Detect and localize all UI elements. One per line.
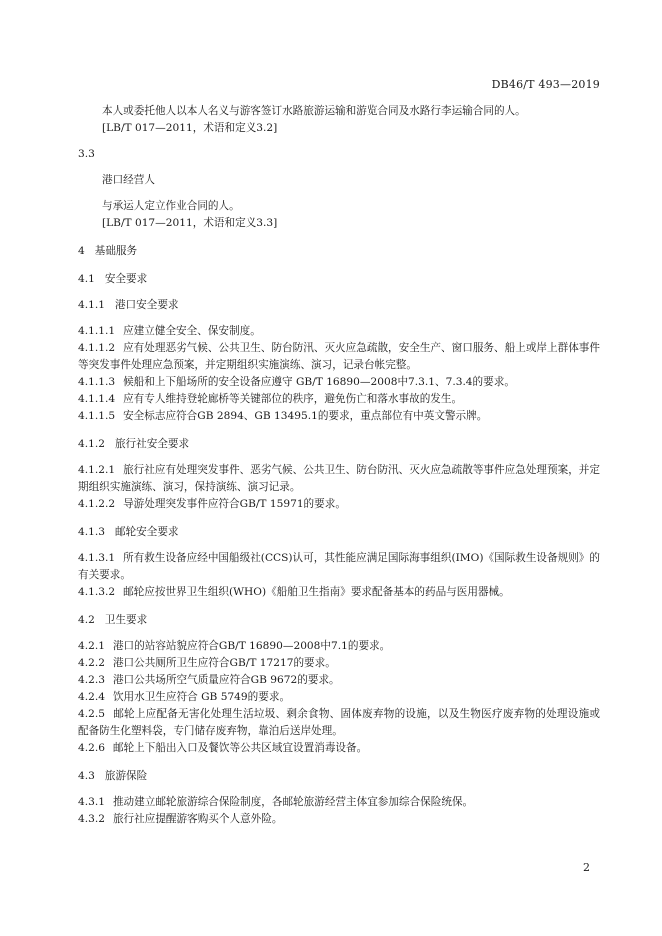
clause-number: 4.1.1.1 <box>78 325 116 337</box>
clause-number: 4.2.5 <box>78 708 105 720</box>
clause <box>78 672 600 689</box>
clause-number: 4.3.2 <box>78 813 105 825</box>
clause-number: 4.2.3 <box>78 674 105 686</box>
subsection-heading <box>78 436 600 453</box>
clause <box>78 706 600 740</box>
clause <box>78 462 600 496</box>
clause <box>78 638 600 655</box>
clause-text: 港口公共场所空气质量应符合GB 9672的要求。 <box>112 674 340 686</box>
clause-number: 4.3.1 <box>78 796 105 808</box>
clause-text: 邮轮上下船出入口及餐饮等公共区域宜设置消毒设备。 <box>112 742 368 754</box>
clause <box>78 689 600 706</box>
clause <box>78 323 600 340</box>
clause-number: 4.2.4 <box>78 691 105 703</box>
subsection-heading <box>78 297 600 314</box>
clause-number: 4.1.3.1 <box>78 552 116 564</box>
section-title: 安全要求 <box>104 273 148 285</box>
clause-text: 饮用水卫生应符合 GB 5749的要求。 <box>112 691 291 703</box>
section-number: 4.1 <box>78 273 95 285</box>
clause-text: 港口公共厕所卫生应符合GB/T 17217的要求。 <box>112 657 336 669</box>
clause-number: 4.1.1.4 <box>78 393 116 405</box>
definition-text: 本人或委托他人以本人名义与游客签订水路旅游运输和游览合同及水路行李运输合同的人。 <box>102 105 526 117</box>
clause <box>78 740 600 757</box>
clause-text: 旅行社应提醒游客购买个人意外险。 <box>112 813 283 825</box>
section-title: 港口安全要求 <box>114 299 179 311</box>
clause-text: 邮轮上应配备无害化处理生活垃圾、剩余食物、固体废弃物的设施，以及生物医疗废弃物的处理设施或配备防生化塑料袋，专门储存废弃物，靠泊后送岸处理。 <box>78 708 600 737</box>
clause-number: 4.1.2.1 <box>78 464 116 476</box>
section-title: 邮轮安全要求 <box>114 526 179 538</box>
subsection-heading <box>78 768 600 785</box>
clause <box>78 374 600 391</box>
clause <box>78 811 600 828</box>
subsection-heading <box>78 271 600 288</box>
clause-text: 应有专人维持登轮廊桥等关键部位的秩序，避免伤亡和落水事故的发生。 <box>123 393 463 405</box>
clause <box>78 655 600 672</box>
document-code: DB46/T 493—2019 <box>491 78 600 91</box>
clause-text: 应建立健全安全、保安制度。 <box>123 325 261 337</box>
clause-number: 4.2.2 <box>78 657 105 669</box>
section-title: 卫生要求 <box>104 614 148 626</box>
clause-text: 旅行社应有处理突发事件、恶劣气候、公共卫生、防台防汛、灭火应急疏散等事件应急处理预案，并定期组织实施演练、演习，保持演练、演习记录。 <box>78 464 600 493</box>
clause <box>78 584 600 601</box>
clause <box>78 408 600 425</box>
clause <box>78 550 600 584</box>
clause-number: 4.1.1.3 <box>78 376 116 388</box>
section-number: 4.1.1 <box>78 299 105 311</box>
clause <box>78 391 600 408</box>
definition-source: [LB/T 017—2011，术语和定义3.3] <box>102 217 278 229</box>
clause-number: 4.1.1.2 <box>78 342 116 354</box>
subsection-heading <box>78 524 600 541</box>
clause-number: 4.2.1 <box>78 640 105 652</box>
section-number: 4 <box>78 245 85 257</box>
definition-source: [LB/T 017—2011，术语和定义3.2] <box>102 122 278 134</box>
section-number: 4.1.2 <box>78 438 105 450</box>
clause-text: 导游处理突发事件应符合GB/T 15971的要求。 <box>123 498 346 510</box>
page-number: 2 <box>583 861 590 874</box>
page-content <box>78 103 600 828</box>
definition-text: 与承运人定立作业合同的人。 <box>102 200 240 212</box>
subsection-heading <box>78 612 600 629</box>
clause-number: 4.1.1.5 <box>78 410 116 422</box>
clause <box>78 340 600 374</box>
section-title: 旅游保险 <box>104 770 148 782</box>
clause-text: 推动建立邮轮旅游综合保险制度，各邮轮旅游经营主体宜参加综合保险统保。 <box>112 796 474 808</box>
section-heading <box>78 243 600 260</box>
clause-text: 港口的站容站貌应符合GB/T 16890—2008中7.1的要求。 <box>112 640 391 652</box>
clause <box>78 794 600 811</box>
term-number: 3.3 <box>78 148 95 160</box>
section-number: 4.1.3 <box>78 526 105 538</box>
clause-text: 候船和上下船场所的安全设备应遵守 GB/T 16890—2008中7.3.1、7.3.4的要求。 <box>123 376 515 388</box>
section-title: 基础服务 <box>94 245 138 257</box>
clause-text: 应有处理恶劣气候、公共卫生、防台防汛、灭火应急疏散，安全生产、窗口服务、船上或岸上群体事件等突发事件处理应急预案，并定期组织实施演练、演习，记录台帐完整。 <box>78 342 600 371</box>
clause-text: 安全标志应符合GB 2894、GB 13495.1的要求，重点部位有中英文警示牌。 <box>123 410 488 422</box>
clause-number: 4.1.2.2 <box>78 498 116 510</box>
section-title: 旅行社安全要求 <box>114 438 190 450</box>
clause-text: 邮轮应按世界卫生组织(WHO)《船舶卫生指南》要求配备基本的药品与医用器械。 <box>123 586 510 598</box>
clause-text: 所有救生设备应经中国船级社(CCS)认可，其性能应满足国际海事组织(IMO)《国际救生设备规则》的有关要求。 <box>78 552 600 581</box>
section-number: 4.2 <box>78 614 95 626</box>
section-number: 4.3 <box>78 770 95 782</box>
clause-number: 4.2.6 <box>78 742 105 754</box>
term-title: 港口经营人 <box>102 174 155 186</box>
clause-number: 4.1.3.2 <box>78 586 116 598</box>
clause <box>78 496 600 513</box>
